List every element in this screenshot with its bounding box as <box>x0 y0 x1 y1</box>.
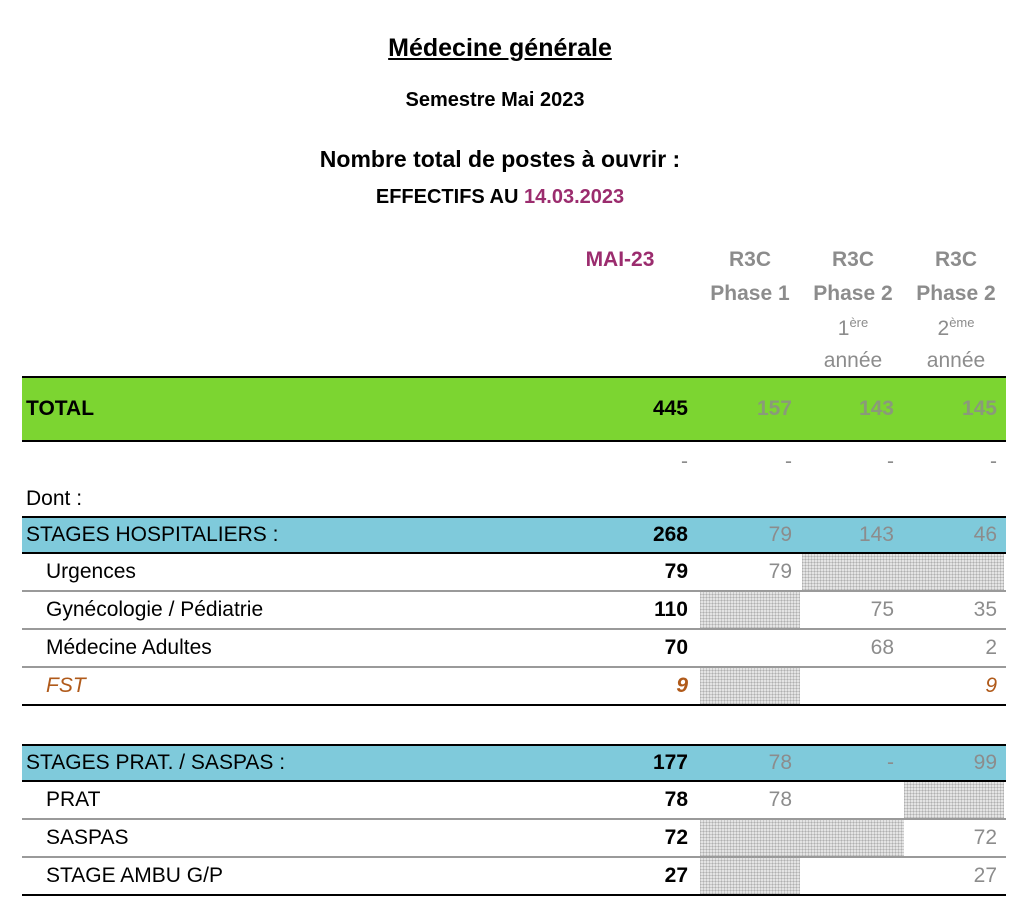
table-row: Urgences 79 79 <box>22 554 1006 592</box>
effectifs-date: 14.03.2023 <box>524 186 625 208</box>
total-mai: 445 <box>652 397 688 420</box>
hatched-cell <box>700 858 800 894</box>
table-row: PRAT 78 78 <box>22 782 1006 820</box>
col-header-phase2-year1: R3C Phase 2 1ère année <box>813 248 893 372</box>
dash-phase2-year2: - <box>990 450 997 473</box>
dash-mai: - <box>681 450 688 473</box>
col-header-phase2-year2: R3C Phase 2 2ème année <box>916 248 996 372</box>
table-row: STAGE AMBU G/P 27 27 <box>22 858 1006 896</box>
dash-phase1: - <box>785 450 792 473</box>
total-label: TOTAL <box>26 397 95 420</box>
total-phase2-year2: 145 <box>961 397 997 420</box>
col-header-phase1: R3C Phase 1 <box>710 248 790 305</box>
page-title: Médecine générale <box>388 34 612 62</box>
category-row-prat-saspas: STAGES PRAT. / SASPAS : 177 78 - 99 <box>22 744 1006 782</box>
hatched-cell <box>700 592 800 628</box>
col-header-mai: MAI-23 <box>585 248 655 271</box>
total-phase1: 157 <box>756 397 792 420</box>
semester-subtitle: Semestre Mai 2023 <box>405 89 585 111</box>
hatched-cell <box>700 820 904 856</box>
total-phase2-year1: 143 <box>858 397 894 420</box>
hatched-cell <box>700 668 800 704</box>
table-row: Gynécologie / Pédiatrie 110 75 35 <box>22 592 1006 630</box>
dash-phase2-year1: - <box>887 450 894 473</box>
table-row-fst: FST 9 9 <box>22 668 1006 706</box>
hatched-cell <box>904 782 1004 818</box>
hatched-cell <box>802 554 1004 590</box>
effectifs-line <box>0 186 1000 209</box>
effectifs-label: EFFECTIFS AU <box>375 186 519 208</box>
dash-row <box>22 448 1006 476</box>
dont-label: Dont : <box>26 487 83 510</box>
table-row: SASPAS 72 72 <box>22 820 1006 858</box>
total-row <box>22 376 1006 442</box>
table-row: Médecine Adultes 70 68 2 <box>22 630 1006 668</box>
total-posts-heading: Nombre total de postes à ouvrir : <box>319 146 681 172</box>
category-row-hospitaliers: STAGES HOSPITALIERS : 268 79 143 46 <box>22 516 1006 554</box>
